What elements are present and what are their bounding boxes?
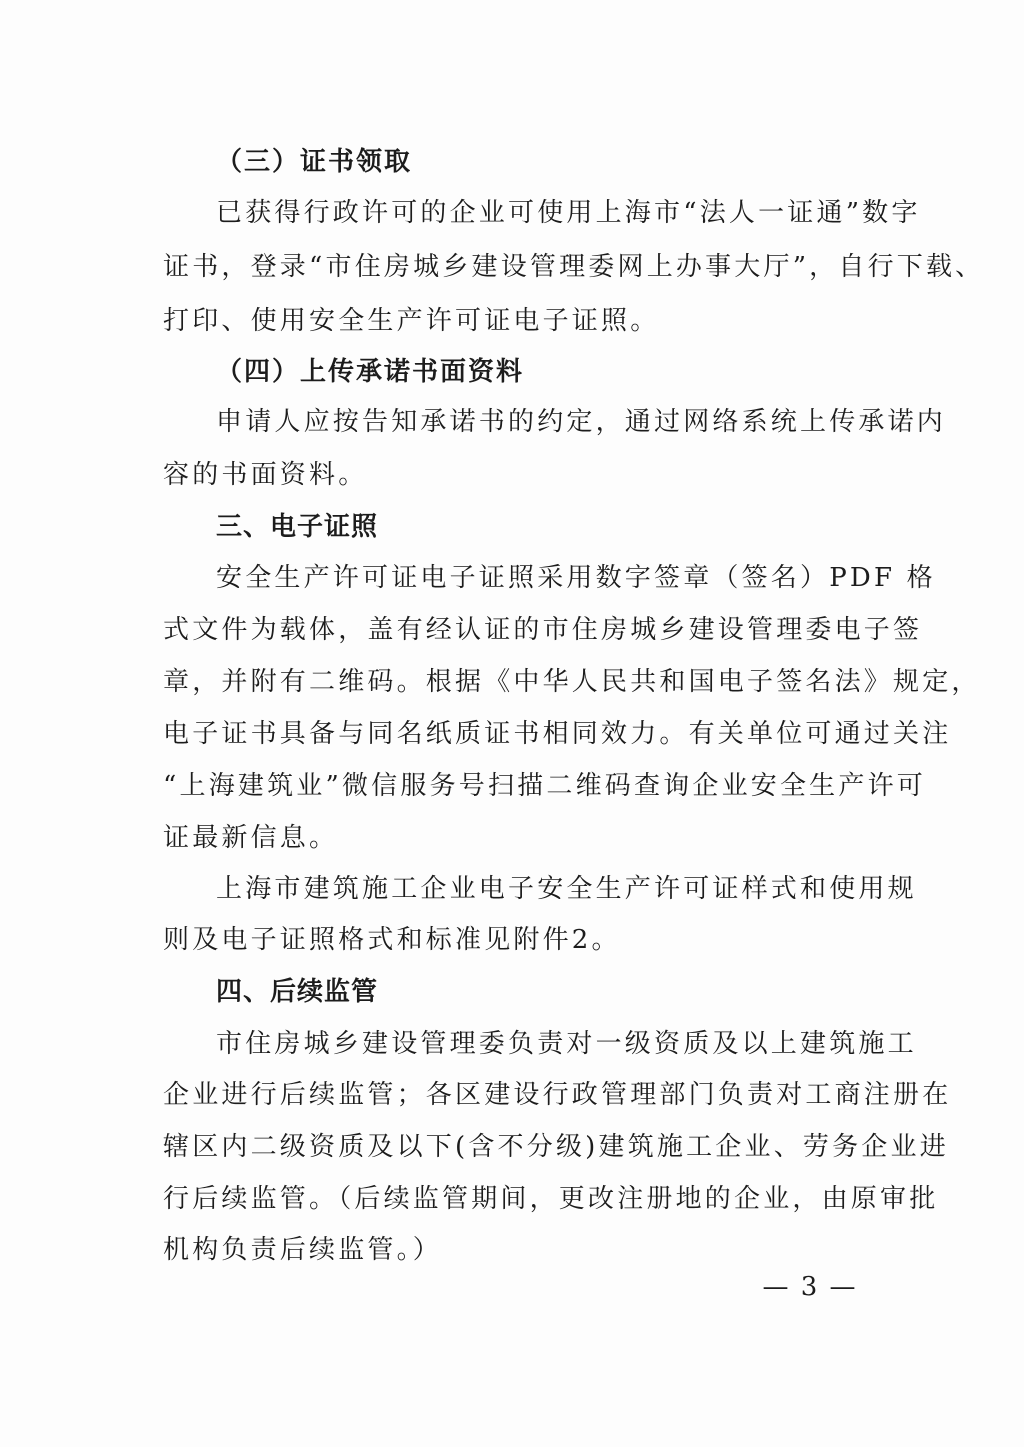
page-number: — 3 — xyxy=(762,1272,858,1302)
paragraph-line: 章，并附有二维码。根据《中华人民共和国电子签名法》规定， xyxy=(163,667,981,697)
paragraph-line: “上海建筑业”微信服务号扫描二维码查询企业安全生产许可 xyxy=(163,771,926,801)
paragraph-line: 则及电子证照格式和标准见附件2。 xyxy=(163,925,621,955)
paragraph-line: 企业进行后续监管；各区建设行政管理部门负责对工商注册在 xyxy=(163,1080,952,1110)
paragraph-line: 市住房城乡建设管理委负责对一级资质及以上建筑施工 xyxy=(216,1029,917,1059)
paragraph-line: 已获得行政许可的企业可使用上海市“法人一证通”数字 xyxy=(216,198,921,228)
paragraph-line: 安全生产许可证电子证照采用数字签章（签名）PDF 格 xyxy=(216,563,936,593)
section-heading-certificate-collection: （三）证书领取 xyxy=(216,147,413,177)
paragraph-line: 打印、使用安全生产许可证电子证照。 xyxy=(163,306,660,336)
paragraph-line: 式文件为载体，盖有经认证的市住房城乡建设管理委电子签 xyxy=(163,615,923,645)
paragraph-line: 申请人应按告知承诺书的约定，通过网络系统上传承诺内 xyxy=(216,407,947,437)
paragraph-line: 辖区内二级资质及以下(含不分级)建筑施工企业、劳务企业进 xyxy=(163,1132,949,1162)
paragraph-line: 电子证书具备与同名纸质证书相同效力。有关单位可通过关注 xyxy=(163,719,952,749)
paragraph-line: 容的书面资料。 xyxy=(163,460,368,490)
paragraph-line: 机构负责后续监管。） xyxy=(163,1235,443,1265)
section-heading-follow-up-supervision: 四、后续监管 xyxy=(216,977,379,1007)
section-heading-electronic-license: 三、电子证照 xyxy=(216,512,379,542)
section-heading-upload-materials: （四）上传承诺书面资料 xyxy=(216,357,525,387)
paragraph-line: 证最新信息。 xyxy=(163,823,339,853)
paragraph-line: 证书，登录“市住房城乡建设管理委网上办事大厅”，自行下载、 xyxy=(163,252,985,282)
paragraph-line: 行后续监管。（后续监管期间，更改注册地的企业，由原审批 xyxy=(163,1184,939,1214)
paragraph-line: 上海市建筑施工企业电子安全生产许可证样式和使用规 xyxy=(216,874,917,904)
